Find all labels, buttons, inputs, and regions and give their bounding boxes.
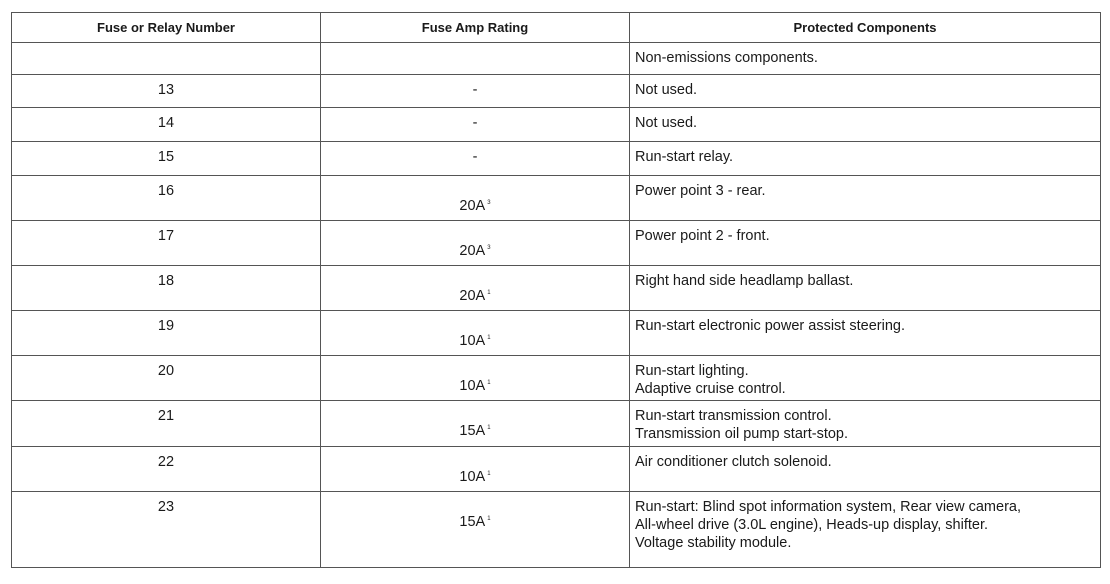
header-fuse-amp-rating: Fuse Amp Rating	[321, 13, 630, 43]
amp-value: 10A	[459, 377, 486, 394]
amp-value: 15A	[459, 514, 486, 531]
protected-components	[630, 310, 1101, 355]
amp-rating: -	[321, 142, 630, 176]
component-line: All-wheel drive (3.0L engine), Heads-up display, shifter.	[635, 517, 989, 534]
fuse-number: 15	[12, 142, 321, 176]
component-line: Not used.	[635, 81, 698, 98]
component-line: Transmission oil pump start-stop.	[635, 426, 849, 443]
footnote-marker: 1	[487, 425, 491, 432]
header-protected-components: Protected Components	[630, 13, 1101, 43]
fuse-number: 20	[12, 355, 321, 401]
footnote-marker: 1	[487, 471, 491, 478]
component-line: Run-start lighting.	[635, 362, 749, 379]
amp-rating	[321, 220, 630, 265]
component-line: Not used.	[635, 115, 698, 132]
component-line: Run-start: Blind spot information system, Rear view camera,	[635, 499, 1021, 516]
amp-rating	[321, 175, 630, 220]
component-line: Power point 3 - rear.	[635, 182, 766, 199]
amp-rating	[321, 401, 630, 447]
amp-rating	[321, 492, 630, 568]
amp-value: 10A	[459, 469, 486, 486]
component-line: Run-start electronic power assist steering.	[635, 317, 905, 334]
component-line: Adaptive cruise control.	[635, 380, 786, 397]
table-row	[12, 43, 1101, 75]
table-row	[12, 492, 1101, 568]
protected-components	[630, 175, 1101, 220]
protected-components	[630, 492, 1101, 568]
amp-rating: -	[321, 108, 630, 142]
table-row	[12, 142, 1101, 176]
protected-components	[630, 220, 1101, 265]
fuse-number: 22	[12, 447, 321, 492]
fuse-number	[12, 43, 321, 75]
fuse-number: 14	[12, 108, 321, 142]
component-line: Right hand side headlamp ballast.	[635, 272, 854, 289]
component-line: Air conditioner clutch solenoid.	[635, 454, 832, 471]
fuse-number: 19	[12, 310, 321, 355]
protected-components	[630, 355, 1101, 401]
amp-rating: -	[321, 74, 630, 108]
fuse-relay-table	[11, 12, 1101, 568]
amp-rating	[321, 310, 630, 355]
table-row	[12, 175, 1101, 220]
component-line: Run-start relay.	[635, 149, 734, 166]
amp-value: 15A	[459, 423, 486, 440]
table-header-row	[12, 13, 1101, 43]
table-row	[12, 108, 1101, 142]
fuse-number: 17	[12, 220, 321, 265]
amp-value: 20A	[459, 242, 486, 259]
footnote-marker: 1	[487, 289, 491, 296]
amp-rating	[321, 355, 630, 401]
protected-components	[630, 142, 1101, 176]
table-row	[12, 355, 1101, 401]
table-row	[12, 220, 1101, 265]
footnote-marker: 1	[487, 379, 491, 386]
component-line: Non-emissions components.	[635, 50, 818, 66]
fuse-number: 23	[12, 492, 321, 568]
fuse-number: 13	[12, 74, 321, 108]
protected-components	[630, 43, 1101, 75]
protected-components	[630, 108, 1101, 142]
protected-components	[630, 401, 1101, 447]
fuse-number: 16	[12, 175, 321, 220]
footnote-marker: 1	[487, 334, 491, 341]
header-fuse-relay-number: Fuse or Relay Number	[12, 13, 321, 43]
footnote-marker: 1	[487, 516, 491, 523]
component-line: Run-start transmission control.	[635, 408, 832, 425]
footnote-marker: 3	[487, 244, 491, 251]
table-row	[12, 310, 1101, 355]
fuse-number: 21	[12, 401, 321, 447]
component-line: Power point 2 - front.	[635, 227, 770, 244]
amp-value: 20A	[459, 197, 486, 214]
table-row	[12, 74, 1101, 108]
protected-components	[630, 265, 1101, 310]
footnote-marker: 3	[487, 199, 491, 206]
amp-value: 10A	[459, 332, 486, 349]
protected-components	[630, 74, 1101, 108]
amp-value: 20A	[459, 287, 486, 304]
table-row	[12, 447, 1101, 492]
amp-rating	[321, 265, 630, 310]
amp-rating	[321, 447, 630, 492]
fuse-number: 18	[12, 265, 321, 310]
table-row	[12, 265, 1101, 310]
amp-rating	[321, 43, 630, 75]
component-line: Voltage stability module.	[635, 535, 792, 552]
table-row	[12, 401, 1101, 447]
protected-components	[630, 447, 1101, 492]
